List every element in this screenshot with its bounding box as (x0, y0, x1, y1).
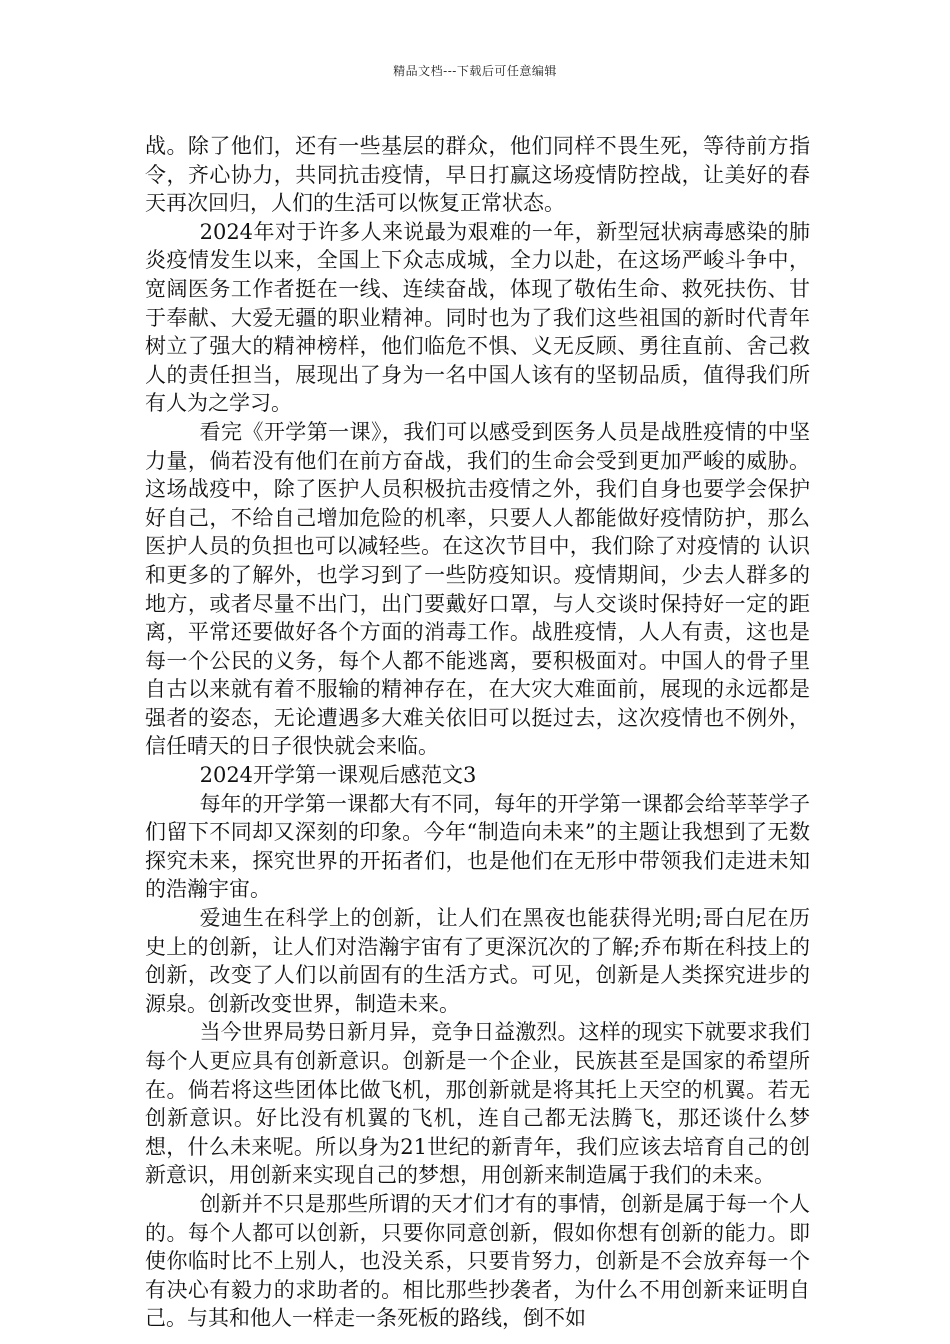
page-header: 精品文档---下载后可任意编辑 (393, 64, 557, 78)
section-title: 2024开学第一课观后感范文3 (199, 763, 477, 788)
paragraph-4: 每年的开学第一课都大有不同，每年的开学第一课都会给莘莘学子们留下不同却又深刻的印象。今年“制造向未来”的主题让我想到了无数探究未来，探究世界的开拓者们，也是他们在无形中带领我们走进未知的浩瀚宇宙。 (145, 791, 810, 902)
paragraph-6: 当今世界局势日新月异，竞争日益激烈。这样的现实下就要求我们每个人更应具有创新意识。创新是一个企业，民族甚至是国家的希望所在。倘若将这些团体比做飞机，那创新就是将其托上天空的机翼。若无创新意识。好比没有机翼的飞机，连自己都无法腾飞，那还谈什么梦想，什么未来呢。所以身为21世纪的新青年，我们应该去培育自己的创新意识，用创新来实现自己的梦想，用创新来制造属于我们的未来。 (145, 1020, 810, 1188)
body-text (145, 132, 810, 1333)
paragraph-2: 2024年对于许多人来说最为艰难的一年，新型冠状病毒感染的肺炎疫情发生以来，全国上下众志成城，全力以赴，在这场严峻斗争中，宽阔医务工作者挺在一线、连续奋战，体现了敬佑生命、救死扶伤、甘于奉献、大爱无疆的职业精神。同时也为了我们这些祖国的新时代青年树立了强大的精神榜样，他们临危不惧、义无反顾、勇往直前、舍己救人的责任担当，展现出了身为一名中国人该有的坚韧品质，值得我们所有人为之学习。 (145, 219, 810, 416)
paragraph-5: 爱迪生在科学上的创新，让人们在黑夜也能获得光明;哥白尼在历史上的创新，让人们对浩瀚宇宙有了更深沉次的了解;乔布斯在科技上的创新，改变了人们以前固有的生活方式。可见，创新是人类探究进步的源泉。创新改变世界，制造未来。 (145, 906, 810, 1016)
paragraph-3: 看完《开学第一课》，我们可以感受到医务人员是战胜疫情的中坚力量，倘若没有他们在前方奋战，我们的生命会受到更加严峻的威胁。这场战疫中，除了医护人员积极抗击疫情之外，我们自身也要学会保护好自己，不给自己增加危险的机率，只要人人都能做好疫情防护，那么医护人员的负担也可以减轻些。在这次节目中，我们除了对疫情的 认识和更多的了解外，也学习到了一些防疫知识。疫情期间，少去人群多的地方，或者尽量不出门，出门要戴好口罩，与人交谈时保持好一定的距离，平常还要做好各个方面的消毒工作。战胜疫情，人人有责，这也是每一个公民的义务，每个人都不能逃离，要积极面对。中国人的骨子里自古以来就有着不服输的精神存在，在大灾大难面前，展现的永远都是强者的姿态，无论遭遇多大难关依旧可以挺过去，这次疫情也不例外，信任晴天的日子很快就会来临。 (145, 419, 810, 759)
paragraph-1: 战。除了他们，还有一些基层的群众，他们同样不畏生死，等待前方指令，齐心协力，共同抗击疫情，早日打赢这场疫情防控战，让美好的春天再次回归，人们的生活可以恢复正常状态。 (145, 134, 810, 216)
paragraph-7: 创新并不只是那些所谓的天才们才有的事情，创新是属于每一个人的。每个人都可以创新，只要你同意创新，假如你想有创新的能力。即使你临时比不上别人，也没关系，只要肯努力，创新是不会放弃每一个有决心有毅力的求助者的。相比那些抄袭者，为什么不用创新来证明自己。与其和他人一样走一条死板的路线，倒不如 (145, 1191, 810, 1331)
